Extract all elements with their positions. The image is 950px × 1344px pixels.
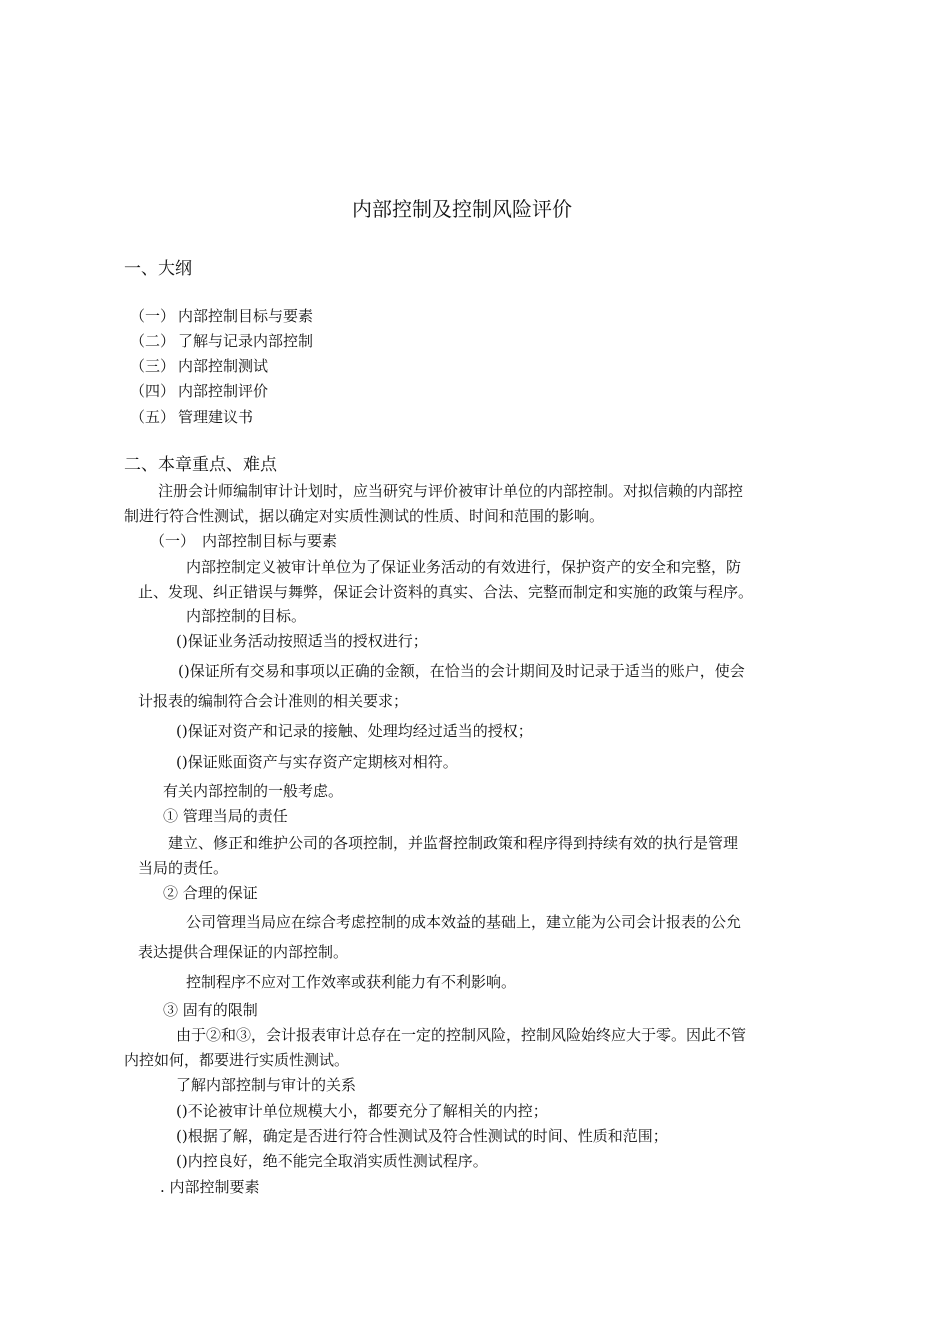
- intro-paragraph-line: 制进行符合性测试，据以确定对实质性测试的性质、时间和范围的影响。: [124, 507, 605, 525]
- section1-heading: 一、大纲: [124, 259, 192, 279]
- intro-paragraph-line: 注册会计师编制审计计划时，应当研究与评价被审计单位的内部控制。对拟信赖的内部控: [158, 482, 744, 500]
- goal-item: ()保证对资产和记录的接触、处理均经过适当的授权；: [176, 722, 533, 740]
- outline-item: 了解与记录内部控制: [178, 332, 314, 350]
- subsection-title: 内部控制目标与要素: [202, 532, 338, 550]
- elements-heading: . 内部控制要素: [160, 1178, 260, 1196]
- consideration-text: 由于②和③，会计报表审计总存在一定的控制风险，控制风险始终应大于零。因此不管: [176, 1026, 747, 1044]
- goal-item: ()保证业务活动按照适当的授权进行；: [176, 632, 428, 650]
- consideration-text: 当局的责任。: [138, 859, 229, 877]
- goal-item: ()保证账面资产与实存资产定期核对相符。: [176, 753, 458, 771]
- document-title: 内部控制及控制风险评价: [352, 197, 572, 221]
- goal-heading: 内部控制的目标。: [186, 607, 307, 625]
- outline-item-number: （三）: [130, 357, 176, 375]
- outline-item: 管理建议书: [178, 408, 254, 426]
- outline-item: 内部控制评价: [178, 382, 269, 400]
- goal-item: 计报表的编制符合会计准则的相关要求；: [138, 692, 409, 710]
- outline-item: 内部控制测试: [178, 357, 269, 375]
- definition-line: 内部控制定义被审计单位为了保证业务活动的有效进行，保护资产的安全和完整，防: [186, 558, 742, 576]
- relation-heading: 了解内部控制与审计的关系: [176, 1076, 357, 1094]
- consideration-title: ② 合理的保证: [163, 884, 258, 902]
- consideration-text: 表达提供合理保证的内部控制。: [138, 943, 349, 961]
- consideration-text: 控制程序不应对工作效率或获利能力有不利影响。: [186, 973, 517, 991]
- relation-item: ()根据了解，确定是否进行符合性测试及符合性测试的时间、性质和范围；: [176, 1127, 668, 1145]
- consideration-text: 内控如何，都要进行实质性测试。: [124, 1051, 350, 1069]
- outline-item-number: （五）: [130, 408, 176, 426]
- subsection-number: （一）: [150, 532, 196, 550]
- outline-item: 内部控制目标与要素: [178, 307, 314, 325]
- section2-heading: 二、本章重点、难点: [124, 455, 277, 475]
- outline-item-number: （四）: [130, 382, 176, 400]
- definition-line: 止、发现、纠正错误与舞弊，保证会计资料的真实、合法、完整而制定和实施的政策与程序。: [138, 583, 754, 601]
- relation-item: ()不论被审计单位规模大小，都要充分了解相关的内控；: [176, 1102, 548, 1120]
- consideration-text: 建立、修正和维护公司的各项控制，并监督控制政策和程序得到持续有效的执行是管理: [168, 834, 739, 852]
- consideration-text: 公司管理当局应在综合考虑控制的成本效益的基础上，建立能为公司会计报表的公允: [186, 913, 742, 931]
- goal-item: ()保证所有交易和事项以正确的金额，在恰当的会计期间及时记录于适当的账户，使会: [178, 662, 745, 680]
- consideration-title: ① 管理当局的责任: [163, 807, 288, 825]
- relation-item: ()内控良好，绝不能完全取消实质性测试程序。: [176, 1152, 488, 1170]
- outline-item-number: （二）: [130, 332, 176, 350]
- general-heading: 有关内部控制的一般考虑。: [163, 782, 344, 800]
- outline-item-number: （一）: [130, 307, 176, 325]
- consideration-title: ③ 固有的限制: [163, 1001, 258, 1019]
